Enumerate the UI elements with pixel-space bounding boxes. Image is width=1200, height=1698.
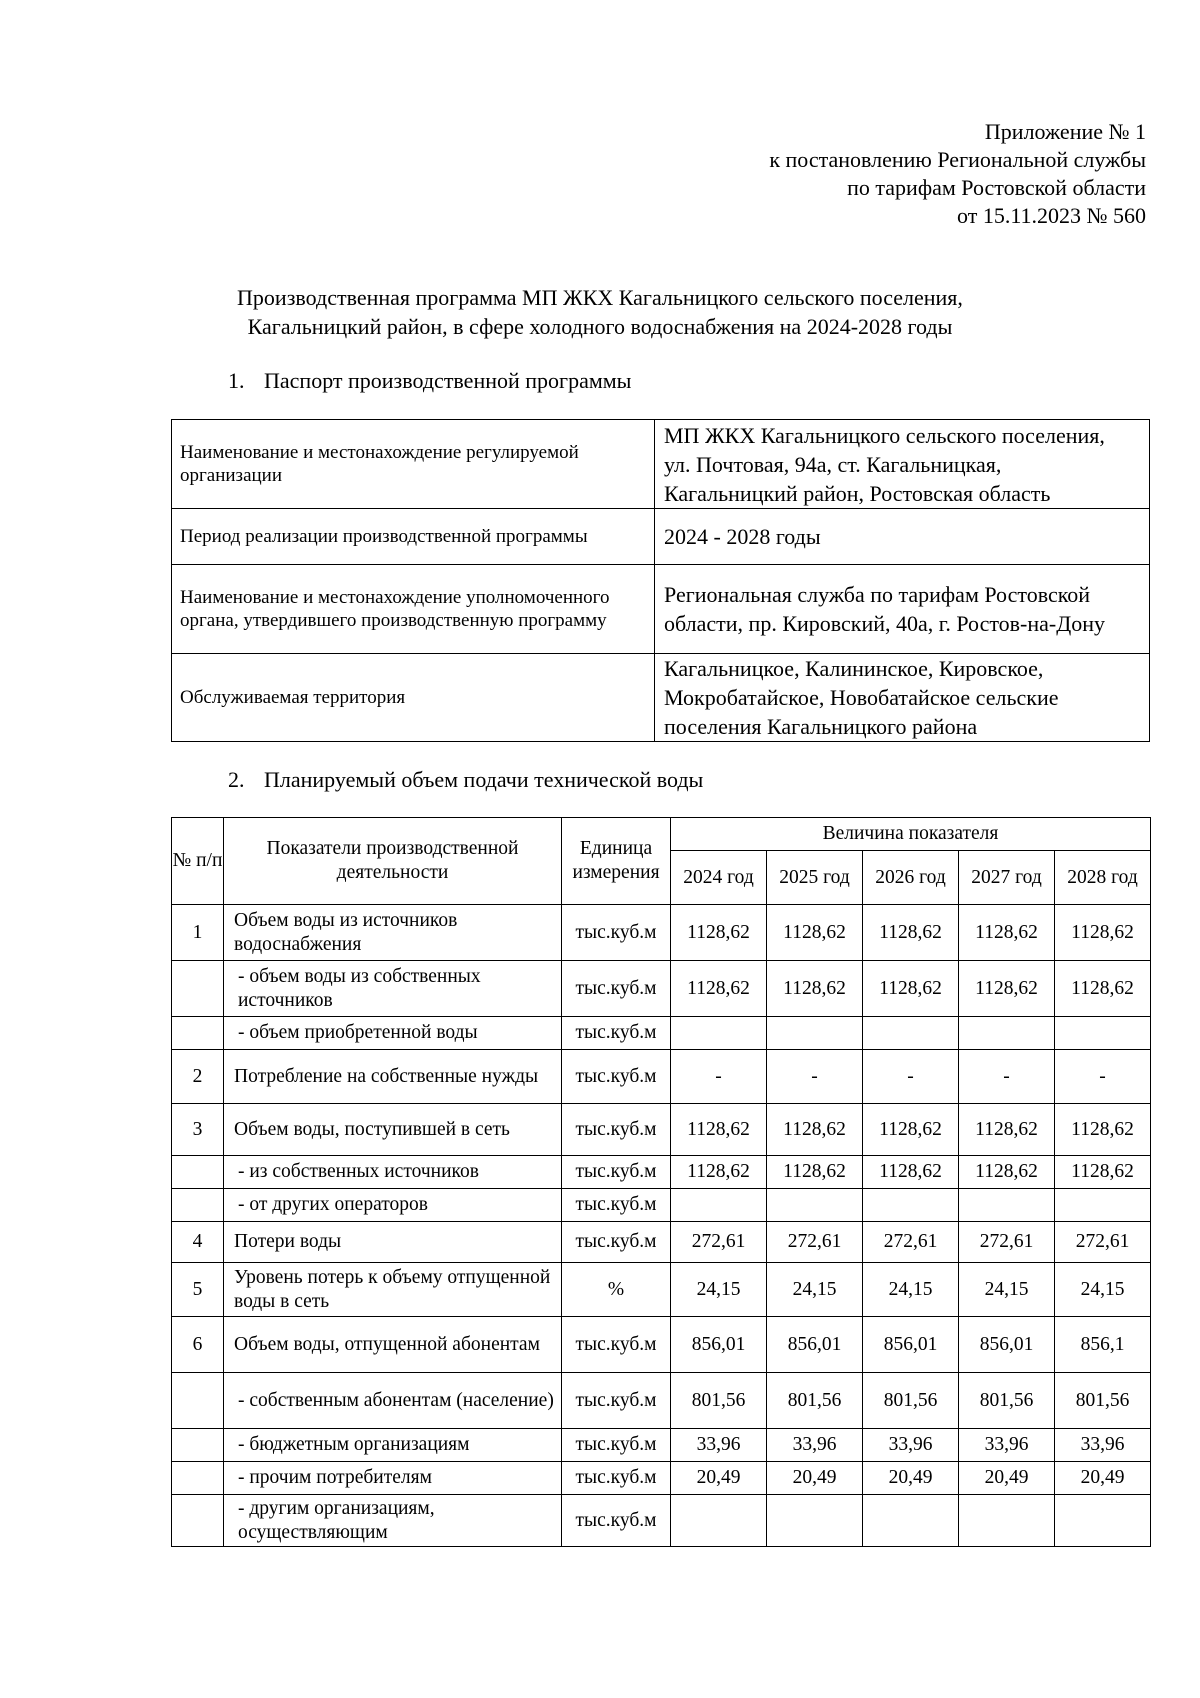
- row-value: 20,49: [1055, 1462, 1151, 1495]
- row-value: 272,61: [863, 1222, 959, 1263]
- row-value: 1128,62: [1055, 905, 1151, 961]
- row-value: -: [959, 1050, 1055, 1104]
- row-value: 1128,62: [863, 961, 959, 1017]
- row-indicator: - от других операторов: [224, 1189, 562, 1222]
- row-unit: тыс.куб.м: [562, 961, 671, 1017]
- row-unit: тыс.куб.м: [562, 1373, 671, 1429]
- header-row: [172, 818, 1151, 851]
- row-value: [671, 1017, 767, 1050]
- row-unit: тыс.куб.м: [562, 1429, 671, 1462]
- header-year: 2026 год: [863, 851, 959, 905]
- table-row: [172, 1156, 1151, 1189]
- passport-row: [172, 654, 1150, 742]
- row-value: 272,61: [671, 1222, 767, 1263]
- row-value: 1128,62: [767, 961, 863, 1017]
- row-value: [671, 1495, 767, 1547]
- table-row: [172, 1050, 1151, 1104]
- row-value: [863, 1189, 959, 1222]
- row-unit: тыс.куб.м: [562, 1222, 671, 1263]
- table-row: [172, 1222, 1151, 1263]
- row-value: 24,15: [671, 1263, 767, 1317]
- section-2-title: Планируемый объем подачи технической воды: [264, 767, 704, 792]
- row-number: 4: [172, 1222, 224, 1263]
- row-value: 1128,62: [959, 905, 1055, 961]
- passport-value-line: Мокробатайское, Новобатайское сельские: [664, 685, 1059, 710]
- header-value-group: Величина показателя: [671, 818, 1151, 851]
- passport-value-line: Региональная служба по тарифам Ростовской: [664, 582, 1091, 607]
- row-indicator: - собственным абонентам (население): [224, 1373, 562, 1429]
- passport-key: Обслуживаемая территория: [172, 654, 655, 742]
- table-row: [172, 905, 1151, 961]
- header-num: № п/п: [172, 818, 224, 905]
- row-value: 856,01: [863, 1317, 959, 1373]
- row-value: 20,49: [863, 1462, 959, 1495]
- table-row: [172, 1317, 1151, 1373]
- passport-value-line: 2024 - 2028 годы: [664, 524, 821, 549]
- table-row: [172, 961, 1151, 1017]
- row-unit: тыс.куб.м: [562, 1189, 671, 1222]
- header-year: 2024 год: [671, 851, 767, 905]
- row-value: 33,96: [767, 1429, 863, 1462]
- row-value: -: [767, 1050, 863, 1104]
- row-value: [767, 1495, 863, 1547]
- row-unit: тыс.куб.м: [562, 905, 671, 961]
- row-value: 272,61: [1055, 1222, 1151, 1263]
- row-number: [172, 1017, 224, 1050]
- row-value: [863, 1495, 959, 1547]
- row-unit: тыс.куб.м: [562, 1104, 671, 1156]
- row-number: 2: [172, 1050, 224, 1104]
- row-unit: тыс.куб.м: [562, 1156, 671, 1189]
- header-year: 2025 год: [767, 851, 863, 905]
- annex-reference: к постановлению Региональной службы: [769, 147, 1146, 172]
- passport-row: [172, 420, 1150, 509]
- row-value: 20,49: [767, 1462, 863, 1495]
- row-number: 6: [172, 1317, 224, 1373]
- row-number: [172, 1462, 224, 1495]
- row-indicator: Потери воды: [224, 1222, 562, 1263]
- table-row: [172, 1373, 1151, 1429]
- row-unit: тыс.куб.м: [562, 1050, 671, 1104]
- header-indicator: Показатели производственной деятельности: [224, 818, 562, 905]
- row-value: -: [671, 1050, 767, 1104]
- row-number: [172, 1156, 224, 1189]
- header-year: 2028 год: [1055, 851, 1151, 905]
- row-value: 1128,62: [767, 1156, 863, 1189]
- passport-row: [172, 509, 1150, 565]
- table-row: [172, 1104, 1151, 1156]
- annex-block: [769, 118, 1146, 230]
- passport-value-line: области, пр. Кировский, 40а, г. Ростов-на-Дону: [664, 611, 1106, 636]
- table-row: [172, 1462, 1151, 1495]
- annex-title: Приложение № 1: [984, 119, 1146, 144]
- row-value: 24,15: [959, 1263, 1055, 1317]
- row-value: 801,56: [863, 1373, 959, 1429]
- row-value: 1128,62: [1055, 961, 1151, 1017]
- row-value: 33,96: [959, 1429, 1055, 1462]
- passport-value: [655, 420, 1150, 509]
- row-value: 1128,62: [671, 1156, 767, 1189]
- row-value: 1128,62: [1055, 1104, 1151, 1156]
- row-value: 24,15: [767, 1263, 863, 1317]
- row-indicator: - другим организациям, осуществляющим: [224, 1495, 562, 1547]
- row-value: 801,56: [671, 1373, 767, 1429]
- row-value: 20,49: [671, 1462, 767, 1495]
- row-value: 24,15: [863, 1263, 959, 1317]
- title-line-2: Кагальницкий район, в сфере холодного водоснабжения на 2024-2028 годы: [247, 314, 953, 339]
- row-value: 856,01: [767, 1317, 863, 1373]
- row-value: [959, 1017, 1055, 1050]
- row-indicator: - объем воды из собственных источников: [224, 961, 562, 1017]
- row-value: [863, 1017, 959, 1050]
- row-value: 801,56: [767, 1373, 863, 1429]
- header-unit: Единица измерения: [562, 818, 671, 905]
- row-indicator: Объем воды, поступившей в сеть: [224, 1104, 562, 1156]
- passport-table: [171, 419, 1150, 742]
- row-unit: тыс.куб.м: [562, 1017, 671, 1050]
- header-year: 2027 год: [959, 851, 1055, 905]
- table-row: [172, 1017, 1151, 1050]
- passport-key: Наименование и местонахождение уполномоченного органа, утвердившего производственную программу: [172, 565, 655, 654]
- row-number: [172, 1495, 224, 1547]
- table-row: [172, 1429, 1151, 1462]
- passport-value-line: ул. Почтовая, 94а, ст. Кагальницкая,: [664, 451, 1002, 477]
- row-unit: тыс.куб.м: [562, 1317, 671, 1373]
- section-1-title: Паспорт производственной программы: [264, 368, 632, 393]
- passport-value-line: Кагальницкое, Калининское, Кировское,: [664, 656, 1044, 681]
- passport-key: Период реализации производственной программы: [172, 509, 655, 565]
- row-number: 1: [172, 905, 224, 961]
- annex-authority: по тарифам Ростовской области: [847, 175, 1146, 200]
- section-1-heading: [228, 367, 631, 395]
- row-indicator: Объем воды из источников водоснабжения: [224, 905, 562, 961]
- row-value: 801,56: [1055, 1373, 1151, 1429]
- row-value: 1128,62: [671, 1104, 767, 1156]
- passport-value: [655, 509, 1150, 565]
- row-unit: %: [562, 1263, 671, 1317]
- row-indicator: Объем воды, отпущенной абонентам: [224, 1317, 562, 1373]
- row-value: [1055, 1017, 1151, 1050]
- row-value: 272,61: [959, 1222, 1055, 1263]
- row-number: [172, 1373, 224, 1429]
- row-indicator: Уровень потерь к объему отпущенной воды в сеть: [224, 1263, 562, 1317]
- row-value: 1128,62: [671, 905, 767, 961]
- passport-row: [172, 565, 1150, 654]
- row-value: 1128,62: [1055, 1156, 1151, 1189]
- row-value: [1055, 1189, 1151, 1222]
- title-line-1: Производственная программа МП ЖКХ Кагальницкого сельского поселения,: [237, 285, 963, 310]
- row-number: [172, 961, 224, 1017]
- row-indicator: - бюджетным организациям: [224, 1429, 562, 1462]
- row-value: [959, 1189, 1055, 1222]
- table-row: [172, 1189, 1151, 1222]
- row-value: 1128,62: [767, 905, 863, 961]
- row-number: [172, 1189, 224, 1222]
- water-volume-table: [171, 817, 1151, 1547]
- row-value: 20,49: [959, 1462, 1055, 1495]
- section-1-number: 1.: [228, 368, 245, 393]
- table-row: [172, 1263, 1151, 1317]
- passport-value: [655, 654, 1150, 742]
- row-indicator: - прочим потребителям: [224, 1462, 562, 1495]
- table-row: [172, 1495, 1151, 1547]
- document-title: [0, 283, 1200, 341]
- row-value: [671, 1189, 767, 1222]
- row-value: -: [863, 1050, 959, 1104]
- section-2-heading: [228, 766, 703, 794]
- row-value: 1128,62: [959, 961, 1055, 1017]
- row-value: -: [1055, 1050, 1151, 1104]
- row-value: 1128,62: [863, 1156, 959, 1189]
- row-number: 3: [172, 1104, 224, 1156]
- row-value: 1128,62: [671, 961, 767, 1017]
- row-value: 1128,62: [959, 1104, 1055, 1156]
- passport-value-line: поселения Кагальницкого района: [664, 714, 978, 739]
- passport-value-line: Кагальницкий район, Ростовская область: [664, 480, 1051, 506]
- row-value: 801,56: [959, 1373, 1055, 1429]
- passport-value: [655, 565, 1150, 654]
- row-indicator: - из собственных источников: [224, 1156, 562, 1189]
- row-value: [767, 1189, 863, 1222]
- section-2-number: 2.: [228, 767, 245, 792]
- passport-value-line: МП ЖКХ Кагальницкого сельского поселения,: [664, 422, 1105, 448]
- row-value: 1128,62: [863, 905, 959, 961]
- row-number: 5: [172, 1263, 224, 1317]
- row-value: 33,96: [863, 1429, 959, 1462]
- row-value: 33,96: [1055, 1429, 1151, 1462]
- row-indicator: - объем приобретенной воды: [224, 1017, 562, 1050]
- row-indicator: Потребление на собственные нужды: [224, 1050, 562, 1104]
- row-value: 856,1: [1055, 1317, 1151, 1373]
- row-value: 33,96: [671, 1429, 767, 1462]
- row-unit: тыс.куб.м: [562, 1495, 671, 1547]
- row-unit: тыс.куб.м: [562, 1462, 671, 1495]
- row-value: 1128,62: [863, 1104, 959, 1156]
- row-value: [767, 1017, 863, 1050]
- row-value: 856,01: [671, 1317, 767, 1373]
- row-number: [172, 1429, 224, 1462]
- row-value: 272,61: [767, 1222, 863, 1263]
- annex-date-number: от 15.11.2023 № 560: [957, 203, 1146, 228]
- row-value: 1128,62: [959, 1156, 1055, 1189]
- row-value: [1055, 1495, 1151, 1547]
- row-value: 24,15: [1055, 1263, 1151, 1317]
- row-value: 1128,62: [767, 1104, 863, 1156]
- passport-key: Наименование и местонахождение регулируемой организации: [172, 420, 655, 509]
- row-value: [959, 1495, 1055, 1547]
- row-value: 856,01: [959, 1317, 1055, 1373]
